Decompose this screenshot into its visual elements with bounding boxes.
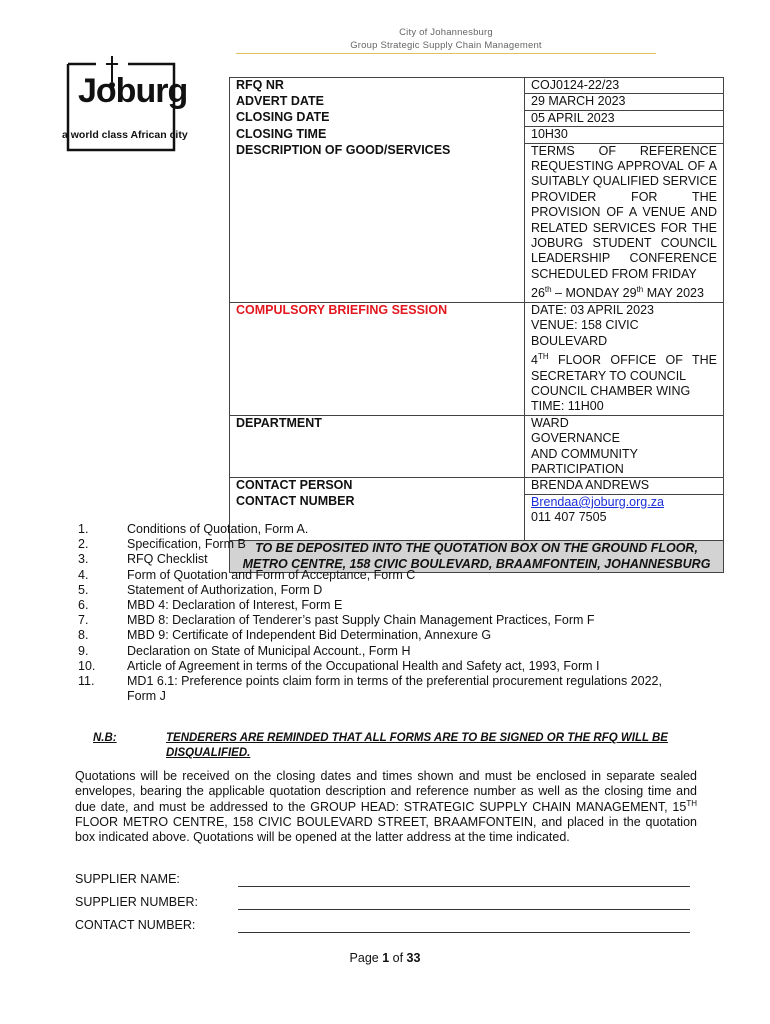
list-item bbox=[78, 659, 678, 674]
list-item-number: 7. bbox=[78, 613, 89, 628]
closing-date-label: CLOSING DATE bbox=[230, 110, 525, 126]
description-date-end-sup: th bbox=[636, 285, 644, 295]
page-current: 1 bbox=[382, 951, 390, 965]
list-item-text: Declaration on State of Municipal Account., Form H bbox=[127, 643, 411, 658]
description-date-mid: – MONDAY 29 bbox=[551, 286, 637, 301]
description-date-start-sup: th bbox=[544, 285, 552, 295]
list-item bbox=[78, 674, 678, 704]
contact-phone: 011 407 7505 bbox=[531, 510, 607, 525]
list-item-number: 11. bbox=[78, 674, 95, 689]
list-item-number: 4. bbox=[78, 567, 89, 582]
list-item-number: 1. bbox=[78, 522, 89, 536]
list-item-number: 9. bbox=[78, 643, 89, 658]
list-item-text: RFQ Checklist bbox=[127, 552, 208, 567]
list-item bbox=[78, 598, 678, 613]
rfq-nr-label: RFQ NR bbox=[230, 78, 525, 94]
instructions-sup: TH bbox=[686, 798, 697, 808]
logo-tagline: a world class African city bbox=[62, 129, 188, 141]
forms-list bbox=[78, 522, 678, 704]
description-text: TERMS OF REFERENCE REQUESTING APPROVAL OF A SUITABLY QUALIFIED SERVICE PROVIDER FOR THE PROVISION OF A VENUE AND RELATED SERVICES FOR THE JOBURG STUDENT COUNCIL LEADERSHIP CONFERENCE SCHEDULED FROM FRIDAY bbox=[531, 143, 717, 281]
list-item bbox=[78, 583, 678, 598]
advert-date-value: 29 MARCH 2023 bbox=[525, 94, 724, 110]
page-prefix: Page bbox=[349, 951, 383, 965]
nb-text: TENDERERS ARE REMINDED THAT ALL FORMS ARE TO BE SIGNED OR THE RFQ WILL BE DISQUALIFIED. bbox=[166, 732, 668, 759]
briefing-floor bbox=[531, 349, 717, 384]
instructions-part1: Quotations will be received on the closing dates and times shown and must be enclosed in separate sealed envelopes, bearing the applicable quotation description and reference number as well as the closing time and due date, and must be addressed to the GROUP HEAD: STRATEGIC SUPPLY CHAIN MANAGEMENT, 15 bbox=[75, 769, 697, 814]
list-item-text: MBD 9: Certificate of Independent Bid Determination, Annexure G bbox=[127, 628, 492, 643]
table-row bbox=[230, 143, 724, 302]
list-item bbox=[78, 568, 678, 583]
table-row bbox=[230, 478, 724, 494]
document-header bbox=[236, 26, 656, 52]
supplier-number-line[interactable] bbox=[238, 895, 690, 910]
closing-date-value: 05 APRIL 2023 bbox=[525, 110, 724, 126]
briefing-value bbox=[525, 302, 724, 415]
supplier-number-label: SUPPLIER NUMBER: bbox=[75, 895, 198, 909]
closing-time-value: 10H30 bbox=[525, 127, 724, 143]
list-item bbox=[78, 537, 678, 552]
contact-number-line[interactable] bbox=[238, 918, 690, 933]
briefing-wing: COUNCIL CHAMBER WING bbox=[531, 384, 691, 399]
table-row bbox=[230, 415, 724, 478]
page-number bbox=[0, 951, 770, 965]
contact-email-link[interactable]: Brendaa@joburg.org.za bbox=[531, 494, 664, 509]
supplier-name-line[interactable] bbox=[238, 872, 690, 887]
list-item-number: 6. bbox=[78, 598, 89, 613]
contact-person-value: BRENDA ANDREWS bbox=[525, 478, 724, 494]
description-date-start: 26 bbox=[531, 286, 545, 301]
list-item bbox=[78, 613, 678, 628]
list-item-text: MBD 4: Declaration of Interest, Form E bbox=[127, 598, 343, 613]
list-item-number: 8. bbox=[78, 628, 89, 643]
rfq-nr-value: COJ0124-22/23 bbox=[525, 78, 724, 94]
list-item bbox=[78, 628, 678, 643]
list-item-text: MD1 6.1: Preference points claim form in terms of the preferential procurement regulations 2022, Form J bbox=[127, 674, 662, 704]
contact-person-label: CONTACT PERSON bbox=[230, 478, 525, 494]
supplier-name-label: SUPPLIER NAME: bbox=[75, 872, 180, 886]
list-item-number: 10. bbox=[78, 658, 96, 673]
table-row bbox=[230, 78, 724, 94]
table-row bbox=[230, 302, 724, 415]
table-row bbox=[230, 94, 724, 110]
list-item bbox=[78, 552, 678, 567]
briefing-date: DATE: 03 APRIL 2023 bbox=[531, 302, 654, 317]
contact-number-field-label: CONTACT NUMBER: bbox=[75, 918, 196, 932]
logo-wordmark: Joburg bbox=[78, 72, 188, 110]
page-total: 33 bbox=[406, 951, 421, 965]
closing-time-label: CLOSING TIME bbox=[230, 127, 525, 143]
department-value: WARD GOVERNANCE AND COMMUNITY PARTICIPATION bbox=[525, 415, 724, 478]
list-item-number: 2. bbox=[78, 537, 89, 552]
description-value bbox=[525, 143, 724, 302]
list-item-text: Conditions of Quotation, Form A. bbox=[127, 522, 309, 536]
page-of: of bbox=[389, 951, 407, 965]
list-item-text: Specification, Form B bbox=[127, 537, 246, 552]
instructions-paragraph bbox=[75, 769, 697, 845]
list-item bbox=[78, 644, 678, 659]
list-item bbox=[78, 522, 678, 537]
briefing-venue: VENUE: 158 CIVIC BOULEVARD bbox=[531, 318, 639, 348]
advert-date-label: ADVERT DATE bbox=[230, 94, 525, 110]
contact-number-label: CONTACT NUMBER bbox=[230, 494, 525, 541]
description-label: DESCRIPTION OF GOOD/SERVICES bbox=[230, 143, 525, 302]
list-item-text: Statement of Authorization, Form D bbox=[127, 582, 323, 597]
list-item-number: 5. bbox=[78, 582, 89, 597]
rfq-details-table bbox=[229, 77, 724, 573]
list-item-text: MBD 8: Declaration of Tenderer’s past Supply Chain Management Practices, Form F bbox=[127, 613, 595, 628]
briefing-floor-sup: TH bbox=[537, 352, 549, 362]
description-date-end: MAY 2023 bbox=[643, 286, 704, 301]
header-dept: Group Strategic Supply Chain Management bbox=[350, 40, 542, 51]
header-rule bbox=[236, 53, 656, 54]
nb-label: N.B: bbox=[93, 732, 117, 744]
list-item-number: 3. bbox=[78, 552, 89, 567]
briefing-floor-num: 4 bbox=[531, 353, 538, 368]
table-row bbox=[230, 110, 724, 126]
deposit-note: TO BE DEPOSITED INTO THE QUOTATION BOX ON THE GROUND FLOOR, METRO CENTRE, 158 CIVIC BOULEVARD, BRAAMFONTEIN, JOHANNESBURG bbox=[230, 541, 724, 573]
list-item-text: Form of Quotation and Form of Acceptance, Form C bbox=[127, 567, 416, 582]
briefing-floor-rest: FLOOR OFFICE OF THE SECRETARY TO COUNCIL bbox=[531, 353, 717, 383]
briefing-time: TIME: 11H00 bbox=[531, 399, 604, 414]
instructions-part2: FLOOR METRO CENTRE, 158 CIVIC BOULEVARD STREET, BRAAMFONTEIN, and placed in the quotation box indicated above. Quotations will be opened at the latter address at the time indicated. bbox=[75, 814, 697, 845]
department-label: DEPARTMENT bbox=[230, 415, 525, 478]
table-row bbox=[230, 127, 724, 143]
briefing-label: COMPULSORY BRIEFING SESSION bbox=[230, 302, 525, 415]
header-org: City of Johannesburg bbox=[399, 27, 493, 38]
list-item-text: Article of Agreement in terms of the Occupational Health and Safety act, 1993, Form I bbox=[127, 658, 600, 673]
